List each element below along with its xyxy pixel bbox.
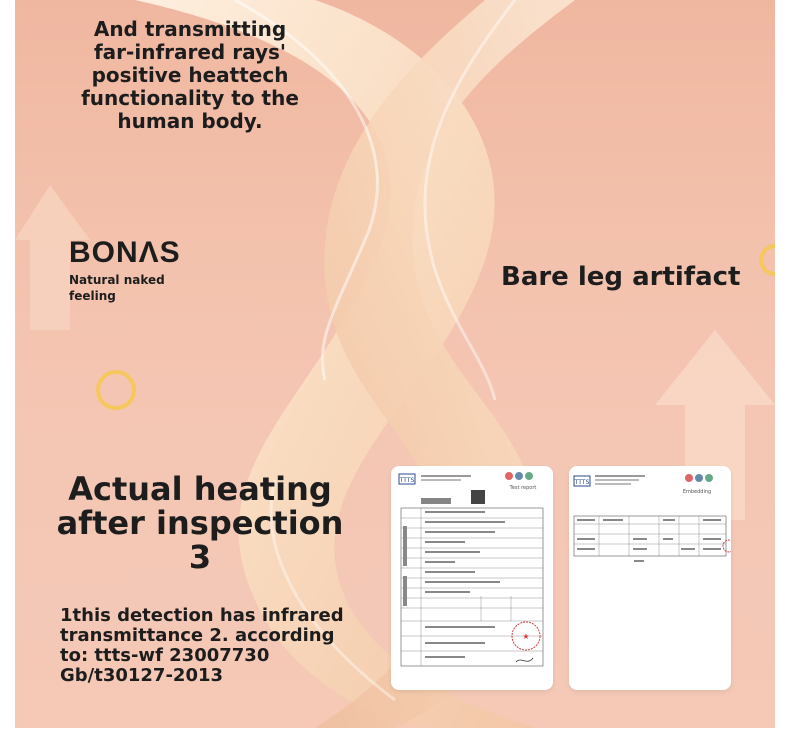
brand-logo: BONΛS <box>69 236 181 269</box>
embedding-report-document <box>569 466 731 690</box>
brand-tagline: Natural naked feeling <box>69 273 165 303</box>
bare-leg-headline: Bare leg artifact <box>501 262 741 292</box>
ttts-logo: TTTS <box>574 479 590 486</box>
detection-note: 1this detection has infrared transmittance 2. according to: ttts-wf 23007730 Gb/t30127-2013 <box>60 605 344 686</box>
test-report-document <box>391 466 553 690</box>
ring-decoration <box>98 372 134 408</box>
heating-title: Actual heating after inspection 3 <box>56 470 344 576</box>
report-label: Embedding <box>682 489 712 495</box>
report-label: Test report <box>509 485 537 491</box>
ttts-logo: TTTS <box>399 477 415 484</box>
product-banner <box>15 0 775 728</box>
ring-decoration <box>761 246 775 274</box>
svg-text:★: ★ <box>522 632 530 641</box>
intro-text: And transmitting far-infrared rays' positive heattech functionality to the human body. <box>81 17 299 133</box>
